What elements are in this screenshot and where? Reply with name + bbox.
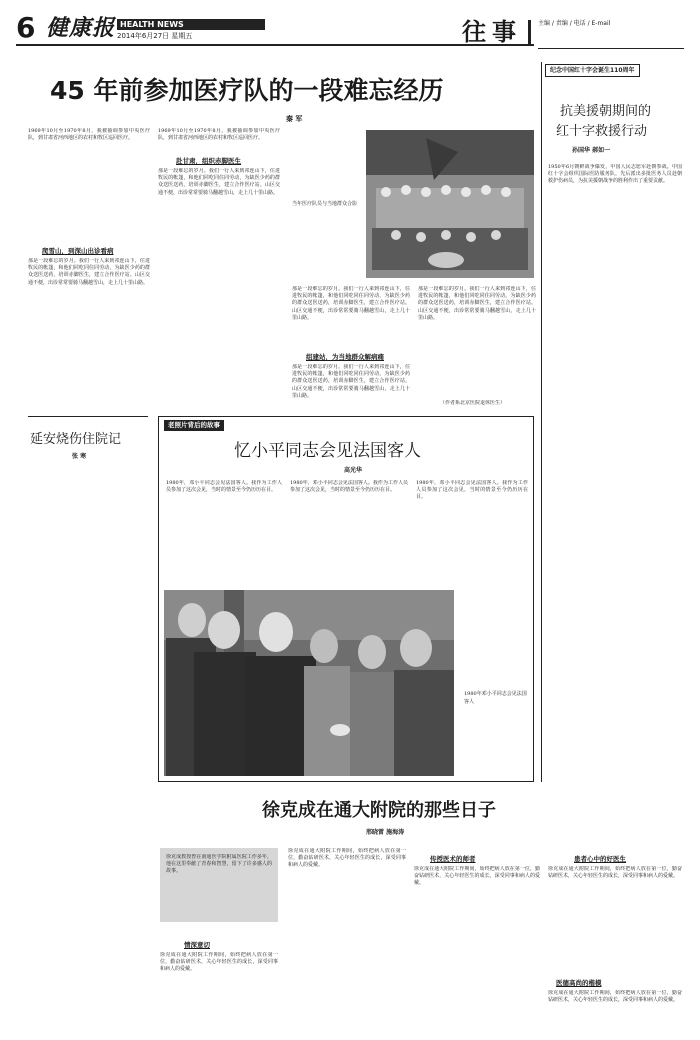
article3-body-col3: 徐克成在通大附院工作期间，始终把病人放在第一位，勤奋钻研医术，关心年轻医生的成长，深受同事和病人的爱戴。 xyxy=(414,866,540,887)
article1-lead: 1969年10月至1970年8月，我被抽调参加中央医疗队，到甘肃省河西地区的农村和牧区巡回医疗。 xyxy=(28,128,150,142)
group-photo-illustration xyxy=(366,130,534,278)
article3-body-col4b: 徐克成在通大附院工作期间，始终把病人放在第一位，勤奋钻研医术，关心年轻医生的成长，深受同事和病人的爱戴。 xyxy=(548,990,682,1004)
sidebar-kicker: 纪念中国红十字会诞生110周年 xyxy=(545,64,640,77)
article3-headline: 徐克成在通大附院的那些日子 xyxy=(262,800,496,821)
left-column-rule xyxy=(28,416,148,417)
article1-body-col2: 那是一段难忘的岁月。我们一行人来到祁连山下，住进牧民的帐篷，和他们同吃同住同劳动，为缺医少药的群众送医送药，培训赤脚医生，建立合作医疗站。山区交通不便，出诊常常要骑马翻越雪山，走上几十里山路。 xyxy=(158,168,280,196)
section-title: 往事 xyxy=(462,17,522,46)
article2-tag: 老照片背后的故事 xyxy=(164,420,224,431)
article3-subhead-1: 传授医术的师者 xyxy=(430,855,476,863)
article1-photo-caption: 当年医疗队员与当地群众合影 xyxy=(292,201,358,207)
article1-body-col2-top: 1969年10月至1970年8月，我被抽调参加中央医疗队，到甘肃省河西地区的农村和牧区巡回医疗。 xyxy=(158,128,280,142)
article3-body-col4: 徐克成在通大附院工作期间，始终把病人放在第一位，勤奋钻研医术，关心年轻医生的成长，深受同事和病人的爱戴。 xyxy=(548,866,682,880)
header-rule-right xyxy=(538,48,684,49)
article2-headline: 忆小平同志会见法国客人 xyxy=(234,441,421,461)
article1-subhead-3: 组建站，为当地群众解病痛 xyxy=(306,353,384,361)
editor-credits: 主编 / 责编 / 电话 / E-mail xyxy=(538,20,611,27)
article2-photo-caption: 1980年邓小平同志会见法国客人 xyxy=(464,691,527,705)
article3-subhead-4: 情深意切 xyxy=(184,941,210,949)
health-news-tag: HEALTH NEWS xyxy=(117,19,265,30)
article3-subhead-2: 医德高尚的楷模 xyxy=(556,979,602,987)
article2-photo xyxy=(164,590,454,776)
article2-byline: 高光华 xyxy=(344,467,363,474)
article3-intro-text: 徐克成教授曾在南通医学院附属医院工作多年，他在这里奉献了青春和智慧，留下了许多感人的故事。 xyxy=(166,854,272,875)
sidebar-divider xyxy=(541,62,542,782)
article1-photo xyxy=(366,130,534,278)
section-bar xyxy=(528,20,531,46)
article3-body-col2: 徐克成在通大附院工作期间，始终把病人放在第一位，勤奋钻研医术，关心年轻医生的成长，深受同事和病人的爱戴。 xyxy=(288,848,406,869)
article1-body-col3b: 那是一段难忘的岁月。我们一行人来到祁连山下，住进牧民的帐篷，和他们同吃同住同劳动，为缺医少药的群众送医送药，培训赤脚医生，建立合作医疗站。山区交通不便，出诊常常要骑马翻越雪山，走上几十里山路。 xyxy=(292,364,410,399)
sidebar-byline: 孙国华 郝如一 xyxy=(572,147,611,154)
page-number: 6 xyxy=(16,11,36,44)
article2-body-col2: 1980年，邓小平同志会见法国客人。我作为工作人员参加了这次会见，当时的情景至今仍历历在目。 xyxy=(290,480,408,494)
left-article-body xyxy=(28,466,148,1016)
left-article-byline: 张 寒 xyxy=(72,453,87,460)
article3-body-col1: 徐克成在通大附院工作期间，始终把病人放在第一位，勤奋钻研医术，关心年轻医生的成长，深受同事和病人的爱戴。 xyxy=(160,952,278,973)
article1-body-col1: 那是一段难忘的岁月。我们一行人来到祁连山下，住进牧民的帐篷，和他们同吃同住同劳动，为缺医少药的群众送医送药，培训赤脚医生，建立合作医疗站。山区交通不便，出诊常常要骑马翻越雪山，走上几十里山路。 xyxy=(28,258,150,286)
left-article-headline: 延安烧伤住院记 xyxy=(30,432,122,447)
article1-body-col3: 那是一段难忘的岁月。我们一行人来到祁连山下，住进牧民的帐篷，和他们同吃同住同劳动，为缺医少药的群众送医送药，培训赤脚医生，建立合作医疗站。山区交通不便，出诊常常要骑马翻越雪山，走上几十里山路。 xyxy=(292,286,410,321)
masthead-logo: 健康报 xyxy=(46,15,116,41)
article2-body-col3: 1980年，邓小平同志会见法国客人。我作为工作人员参加了这次会见，当时的情景至今仍历历在目。 xyxy=(416,480,528,501)
header-rule xyxy=(16,44,534,46)
sidebar-headline-line2: 红十字救援行动 xyxy=(556,124,648,139)
sidebar-body: 1950年6月朝鲜战争爆发，中国人民志愿军赴朝参战。中国红十字会组织国际医防服务队，先后派出多批医务人员赴朝救护伤病员，为抗美援朝战争的胜利作出了重要贡献。 xyxy=(548,164,682,185)
article3-subhead-3: 患者心中的好医生 xyxy=(574,855,626,863)
article1-subhead-1: 赴甘肃，组织赤脚医生 xyxy=(176,157,241,165)
article1-subhead-2: 爬雪山，到深山出诊看病 xyxy=(42,247,114,255)
article3-intro-box xyxy=(160,848,278,922)
article2-body-col1: 1980年，邓小平同志会见法国客人。我作为工作人员参加了这次会见，当时的情景至今仍历历在目。 xyxy=(166,480,282,494)
article1-byline: 秦 军 xyxy=(286,114,303,123)
article3-byline: 邢晓雷 施海涛 xyxy=(366,829,405,836)
sidebar-headline-line1: 抗美援朝期间的 xyxy=(560,104,652,119)
article1-author-note: （作者系北京医院退休医生） xyxy=(440,400,506,406)
article1-headline: 45 年前参加医疗队的一段难忘经历 xyxy=(50,76,444,105)
meeting-photo-illustration xyxy=(164,590,454,776)
article1-body-col4: 那是一段难忘的岁月。我们一行人来到祁连山下，住进牧民的帐篷，和他们同吃同住同劳动，为缺医少药的群众送医送药，培训赤脚医生，建立合作医疗站。山区交通不便，出诊常常要骑马翻越雪山，走上几十里山路。 xyxy=(418,286,536,321)
dateline: 2014年6月27日 星期五 xyxy=(117,32,193,40)
